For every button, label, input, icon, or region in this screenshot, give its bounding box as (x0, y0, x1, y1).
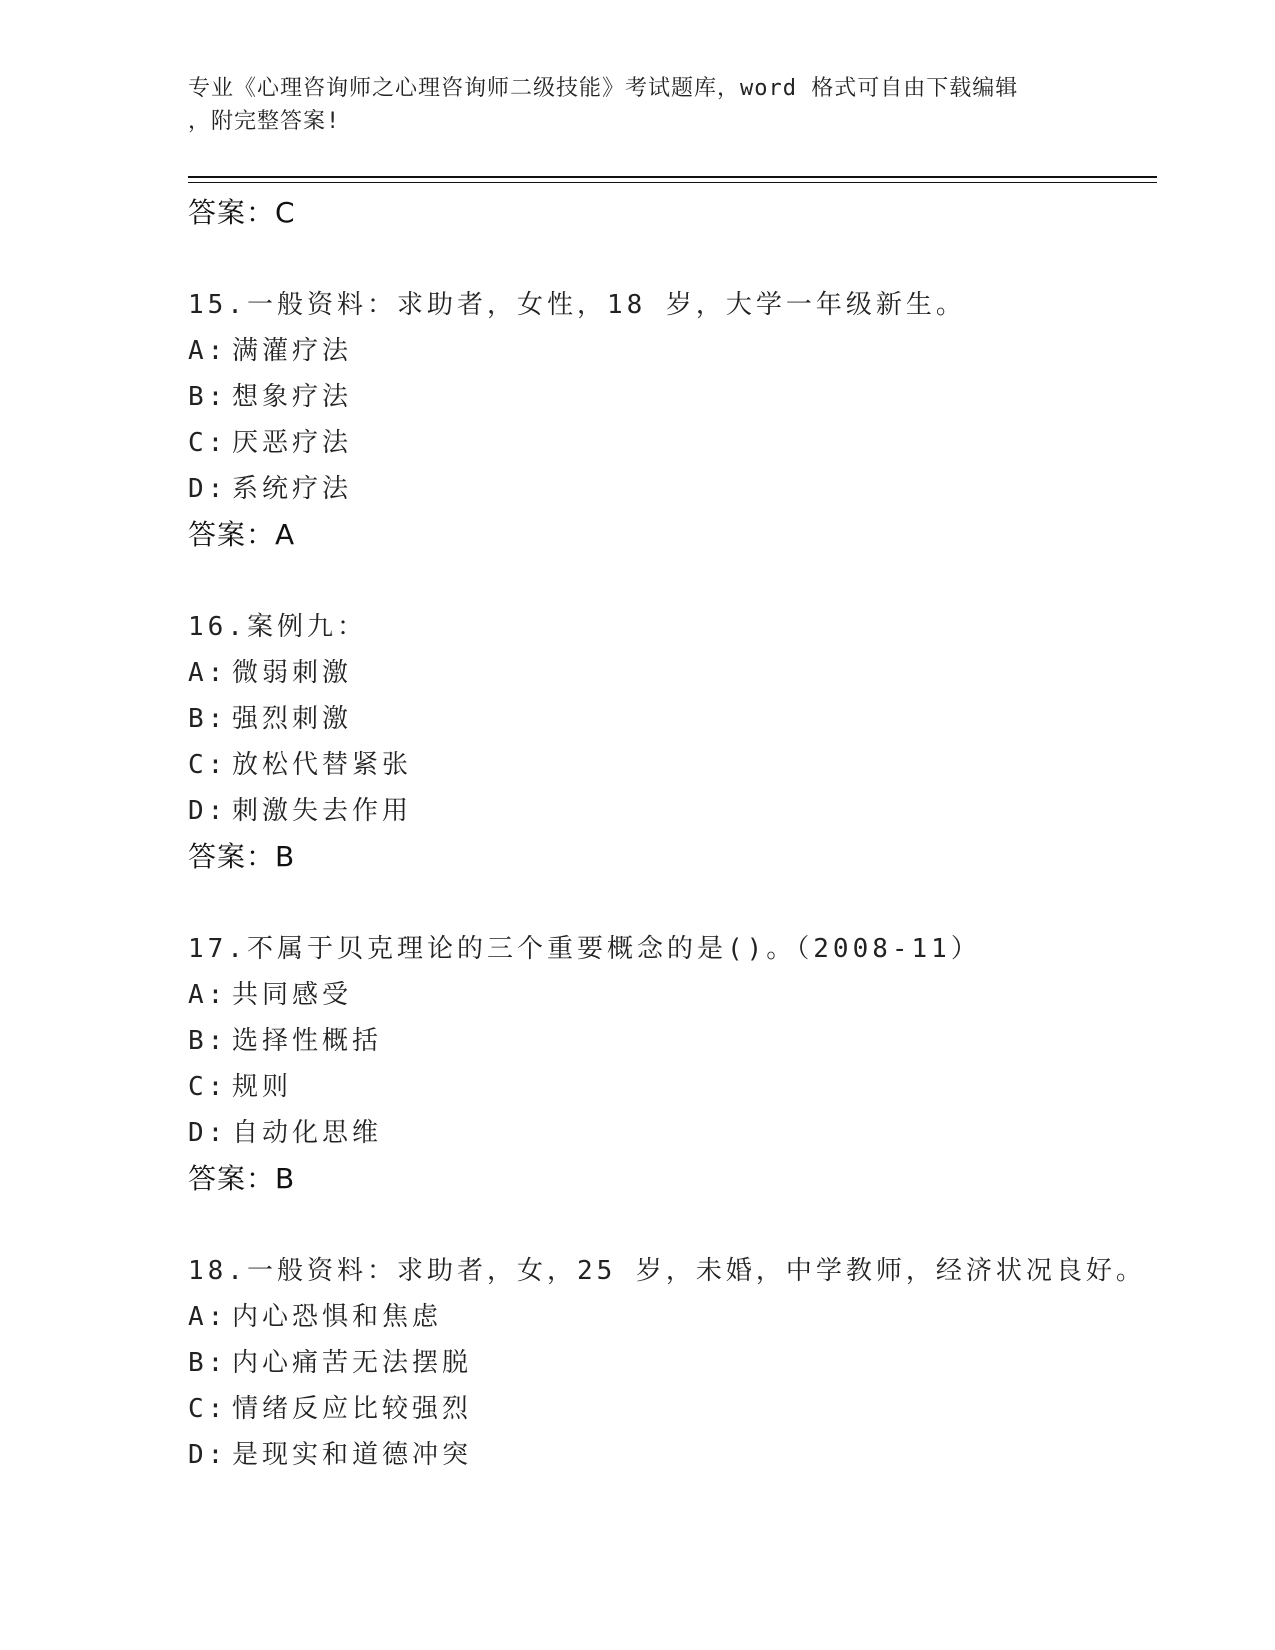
header-divider-thick (188, 176, 1157, 178)
option-key: B: (188, 704, 228, 734)
option-a (188, 328, 1148, 374)
option-key: C: (188, 1394, 228, 1424)
question-17 (188, 926, 1148, 1202)
option-text: 自动化思维 (232, 1118, 383, 1148)
option-a (188, 972, 1148, 1018)
option-b (188, 1018, 1148, 1064)
option-c (188, 1064, 1148, 1110)
option-text: 共同感受 (232, 980, 353, 1010)
question-stem: 16.案例九： (188, 612, 367, 642)
question-16 (188, 604, 1148, 880)
option-text: 强烈刺激 (232, 704, 353, 734)
option-text: 是现实和道德冲突 (232, 1440, 473, 1470)
option-key: A: (188, 336, 228, 366)
option-c (188, 742, 1148, 788)
question-stem: 17.不属于贝克理论的三个重要概念的是()。（2008-11） (188, 934, 981, 964)
header-line-1: 专业《心理咨询师之心理咨询师二级技能》考试题库，word 格式可自由下载编辑 (188, 76, 1019, 101)
header-line-2: ，附完整答案! (188, 109, 341, 134)
option-d (188, 788, 1148, 834)
option-text: 微弱刺激 (232, 658, 353, 688)
option-a (188, 1294, 1148, 1340)
option-text: 放松代替紧张 (232, 750, 413, 780)
option-key: B: (188, 1348, 228, 1378)
option-d (188, 1432, 1148, 1478)
option-b (188, 374, 1148, 420)
option-text: 厌恶疗法 (232, 428, 353, 458)
option-text: 刺激失去作用 (232, 796, 413, 826)
option-key: A: (188, 980, 228, 1010)
option-key: A: (188, 658, 228, 688)
option-d (188, 1110, 1148, 1156)
answer-line: 答案：B (188, 840, 296, 873)
question-stem: 18.一般资料：求助者，女，25 岁，未婚，中学教师，经济状况良好。 (188, 1256, 1146, 1286)
option-text: 系统疗法 (232, 474, 353, 504)
option-text: 内心恐惧和焦虑 (232, 1302, 443, 1332)
option-c (188, 420, 1148, 466)
option-key: A: (188, 1302, 228, 1332)
option-key: D: (188, 1440, 228, 1470)
option-b (188, 696, 1148, 742)
document-body (188, 190, 1148, 1478)
option-text: 满灌疗法 (232, 336, 353, 366)
option-key: C: (188, 428, 228, 458)
option-key: D: (188, 1118, 228, 1148)
question-18 (188, 1248, 1148, 1478)
option-key: D: (188, 474, 228, 504)
option-text: 情绪反应比较强烈 (232, 1394, 473, 1424)
option-key: C: (188, 750, 228, 780)
option-text: 选择性概括 (232, 1026, 383, 1056)
document-header (188, 72, 1068, 138)
question-15 (188, 282, 1148, 558)
answer-line: 答案：C (188, 196, 296, 229)
option-c (188, 1386, 1148, 1432)
answer-line: 答案：B (188, 1162, 296, 1195)
header-divider-thin (188, 182, 1157, 183)
option-text: 想象疗法 (232, 382, 353, 412)
question-stem: 15.一般资料：求助者，女性，18 岁，大学一年级新生。 (188, 290, 966, 320)
option-b (188, 1340, 1148, 1386)
option-text: 内心痛苦无法摆脱 (232, 1348, 473, 1378)
option-key: D: (188, 796, 228, 826)
option-d (188, 466, 1148, 512)
option-key: B: (188, 382, 228, 412)
option-key: C: (188, 1072, 228, 1102)
answer-line: 答案：A (188, 518, 296, 551)
option-key: B: (188, 1026, 228, 1056)
option-text: 规则 (232, 1072, 293, 1102)
option-a (188, 650, 1148, 696)
